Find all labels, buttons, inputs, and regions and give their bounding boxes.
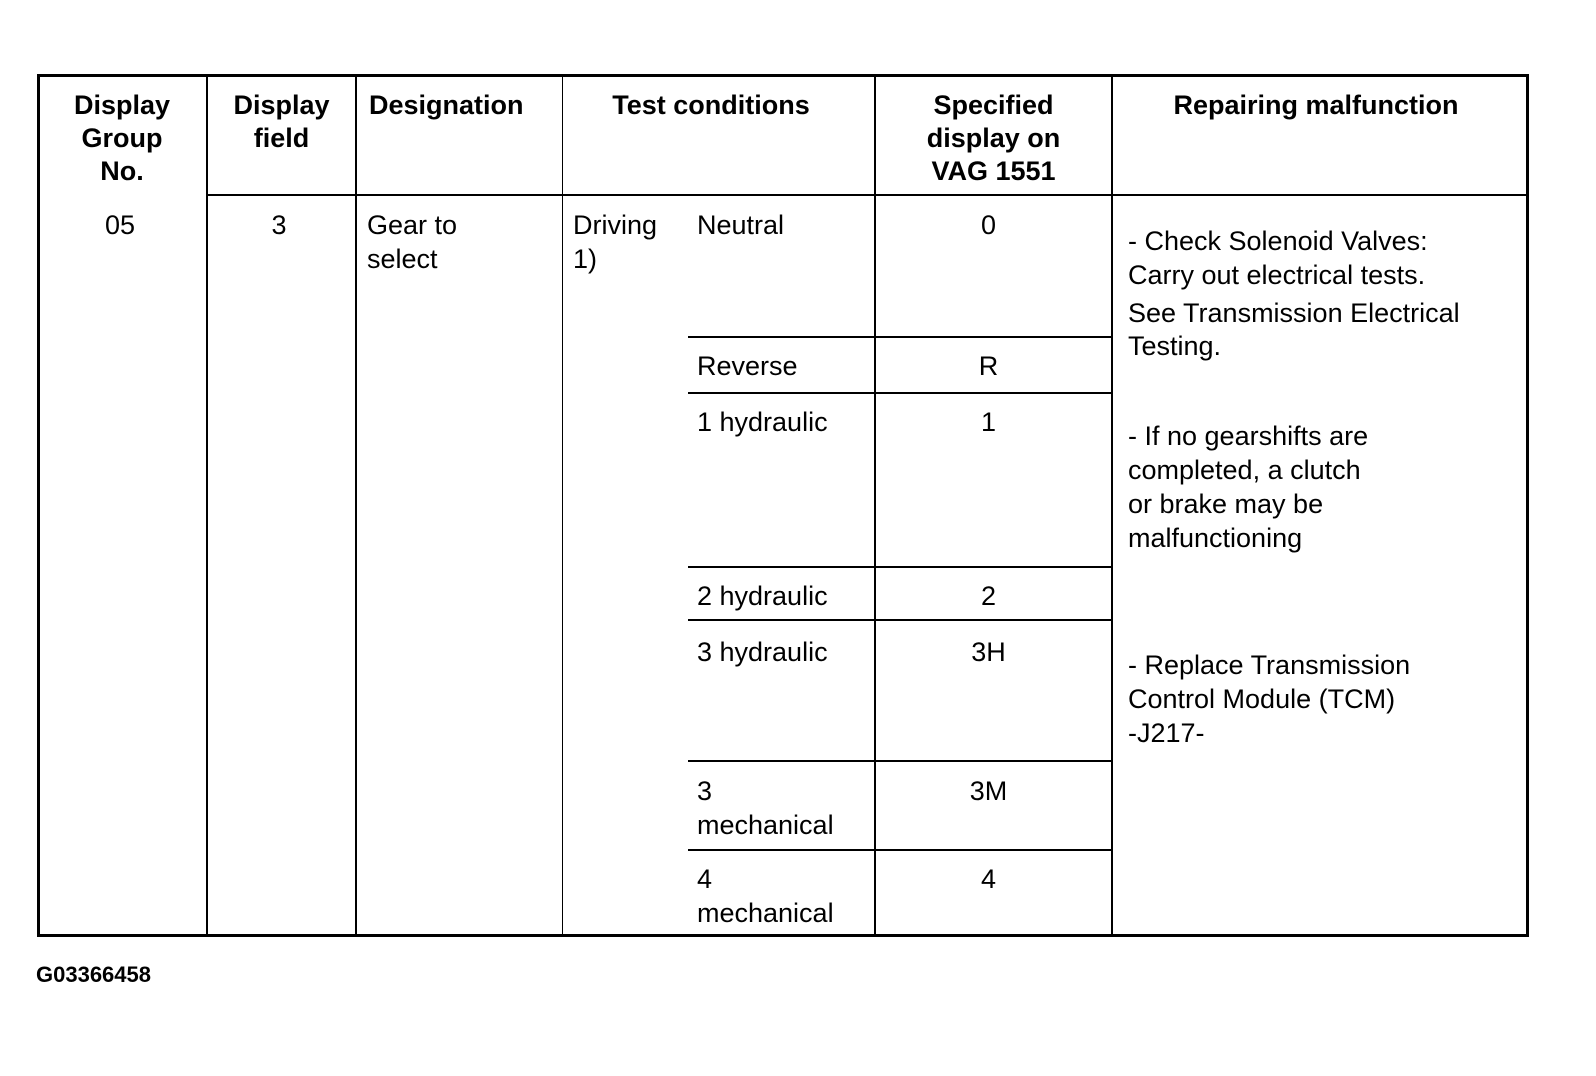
display-group-value: 05 — [104, 210, 136, 240]
gear-label: Neutral — [697, 210, 785, 240]
repair-see-electrical-testing: See Transmission Electrical Testing. — [1128, 298, 1460, 361]
gear-divider-4 — [688, 619, 1113, 621]
header-display-field: Display field — [233, 90, 330, 153]
specified-display-value: 1 — [980, 407, 997, 437]
designation-value: Gear to select — [367, 210, 458, 274]
display-field-value: 3 — [271, 210, 287, 240]
specified-display-value: 3M — [969, 776, 1008, 806]
gear-divider-3 — [688, 566, 1113, 568]
gear-label: 4 mechanical — [697, 864, 834, 928]
gear-divider-6 — [688, 849, 1113, 851]
gear-divider-5 — [688, 760, 1113, 762]
header-specified-display: Specified display on VAG 1551 — [926, 90, 1061, 186]
specified-display-value: R — [978, 351, 999, 381]
col-divider-3 — [562, 74, 563, 937]
header-designation: Designation — [369, 90, 524, 120]
specified-display-value: 3H — [971, 637, 1006, 667]
gear-label: 3 mechanical — [697, 776, 834, 840]
gear-label: 3 hydraulic — [697, 637, 828, 667]
gear-label: Reverse — [697, 351, 798, 381]
repair-check-solenoid: - Check Solenoid Valves: Carry out electrical tests. — [1128, 226, 1428, 290]
gear-divider-2 — [688, 392, 1113, 394]
gear-label: 1 hydraulic — [697, 407, 828, 437]
test-condition-driving: Driving 1) — [573, 210, 658, 274]
gear-label: 2 hydraulic — [697, 581, 828, 611]
specified-display-value: 0 — [980, 210, 997, 240]
gear-divider-1 — [688, 336, 1113, 338]
repair-replace-tcm: - Replace Transmission Control Module (TCM) -J217- — [1128, 650, 1411, 748]
header-display-group: Display Group No. — [73, 90, 171, 186]
col-divider-1 — [206, 74, 208, 937]
col-divider-5 — [1111, 74, 1113, 937]
figure-id: G03366458 — [36, 962, 151, 987]
header-repairing-malfunction: Repairing malfunction — [1173, 90, 1459, 120]
header-test-conditions: Test conditions — [612, 90, 810, 120]
repair-no-gearshifts: - If no gearshifts are completed, a clutch or brake may be malfunctioning — [1128, 421, 1369, 553]
specified-display-value: 4 — [980, 864, 997, 894]
col-divider-2 — [355, 74, 357, 937]
header-divider — [206, 194, 1529, 196]
specified-display-value: 2 — [980, 581, 997, 611]
